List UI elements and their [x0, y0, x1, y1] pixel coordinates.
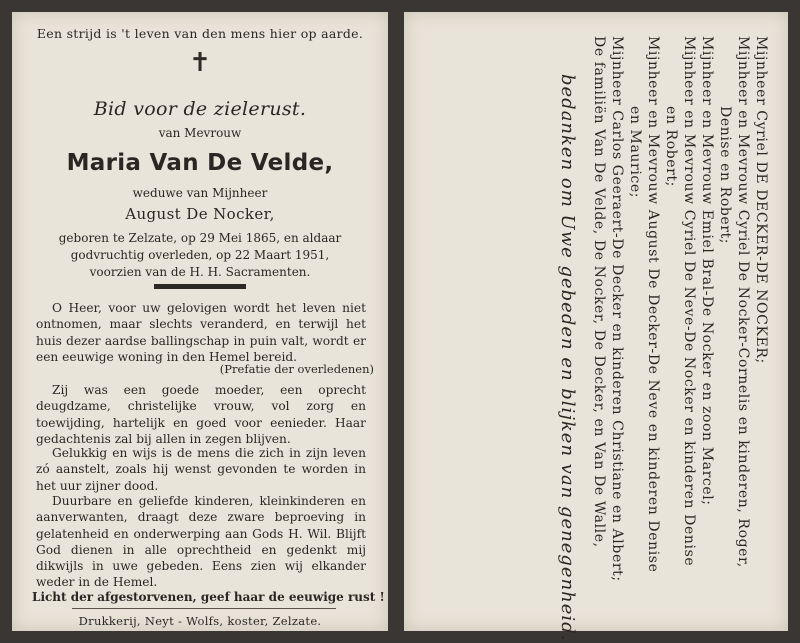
family-line: Denise en Robert; — [717, 106, 733, 245]
life-line-1: geboren te Zelzate, op 29 Mei 1865, en aldaar — [58, 231, 342, 245]
bottom-divider — [72, 608, 336, 609]
paragraph-wisdom: Gelukkig en wijs is de mens die zich in zijn leven zó aanstelt, zoals hij wenst gevonden te worden in het uur zijner dood. — [36, 446, 366, 493]
family-line: Mijnheer en Mevrouw August De Decker-De Neve en kinderen Denise — [645, 36, 661, 573]
family-line: Mijnheer en Mevrouw Cyriel De Nocker-Cornelis en kinderen, Roger, — [735, 36, 751, 568]
family-line: en Robert; — [663, 106, 679, 188]
memorial-card-front — [12, 12, 388, 631]
divider-bar — [154, 284, 246, 289]
widow-of: weduwe van Mijnheer — [132, 186, 268, 200]
husband-name: August De Nocker, — [125, 205, 275, 223]
paragraph-children: Duurbare en geliefde kinderen, kleinkinderen en aanverwanten, draagt deze zware beproeving in gelatenheid en onderwerping aan Gods H. Wil. Blijft God dienen in alle oprechtheid en gedenkt mij dikwijls in uwe gebeden. Eens zien wij elkander weder in de Hemel. — [36, 494, 366, 590]
paragraph-mother: Zij was een goede moeder, een oprecht deugdzame, christelijke vrouw, vol zorg en toewijding, hartelijk en goed voor eenieder. Haar gedachtenis zal bij allen in zegen blijven. — [36, 383, 366, 446]
closing-prayer: Licht der afgestorvenen, geef haar de eeuwige rust ! — [32, 590, 385, 604]
family-line: Mijnheer en Mevrouw Cyriel De Neve-De Nocker en kinderen Denise — [681, 36, 697, 567]
epigraph: Een strijd is 't leven van den mens hier op aarde. — [36, 26, 364, 41]
family-list — [406, 36, 770, 642]
paragraph-prayer: O Heer, voor uw gelovigen wordt het leven niet ontnomen, maar slechts veranderd, en terwijl het huis dezer aardse ballingschap in puin valt, wordt er een eeuwige woning in den Hemel bereid. — [36, 301, 366, 364]
thanks-line: bedanken om Uwe gebeden en blijken van genegenheid. — [557, 74, 578, 642]
family-line: Mijnheer en Mevrouw Emiel Bral-De Nocker en zoon Marcel; — [699, 36, 715, 506]
van-mevrouw: van Mevrouw — [158, 126, 242, 140]
memorial-card-back — [404, 12, 788, 642]
family-line: De familiën Van De Velde, De Nocker, De Decker, en Van De Walle, — [591, 36, 607, 548]
family-line: Mijnheer Carlos Geeraert-De Decker en kinderen Christiane en Albert; — [609, 36, 625, 582]
printer-credit: Drukkerij, Neyt - Wolfs, koster, Zelzate. — [78, 614, 322, 628]
cross-icon: ✝ — [189, 48, 211, 78]
life-line-3: voorzien van de H. H. Sacramenten. — [89, 265, 311, 279]
prayer-title: Bid voor de zielerust. — [93, 98, 307, 120]
deceased-name: Maria Van De Velde, — [66, 150, 334, 176]
family-line: Mijnheer Cyriel DE DECKER-DE NOCKER; — [753, 36, 769, 364]
family-line: en Maurice; — [627, 106, 643, 199]
preface-citation: (Prefatie der overledenen) — [219, 362, 374, 376]
life-line-2: godvruchtig overleden, op 22 Maart 1951, — [70, 248, 330, 262]
